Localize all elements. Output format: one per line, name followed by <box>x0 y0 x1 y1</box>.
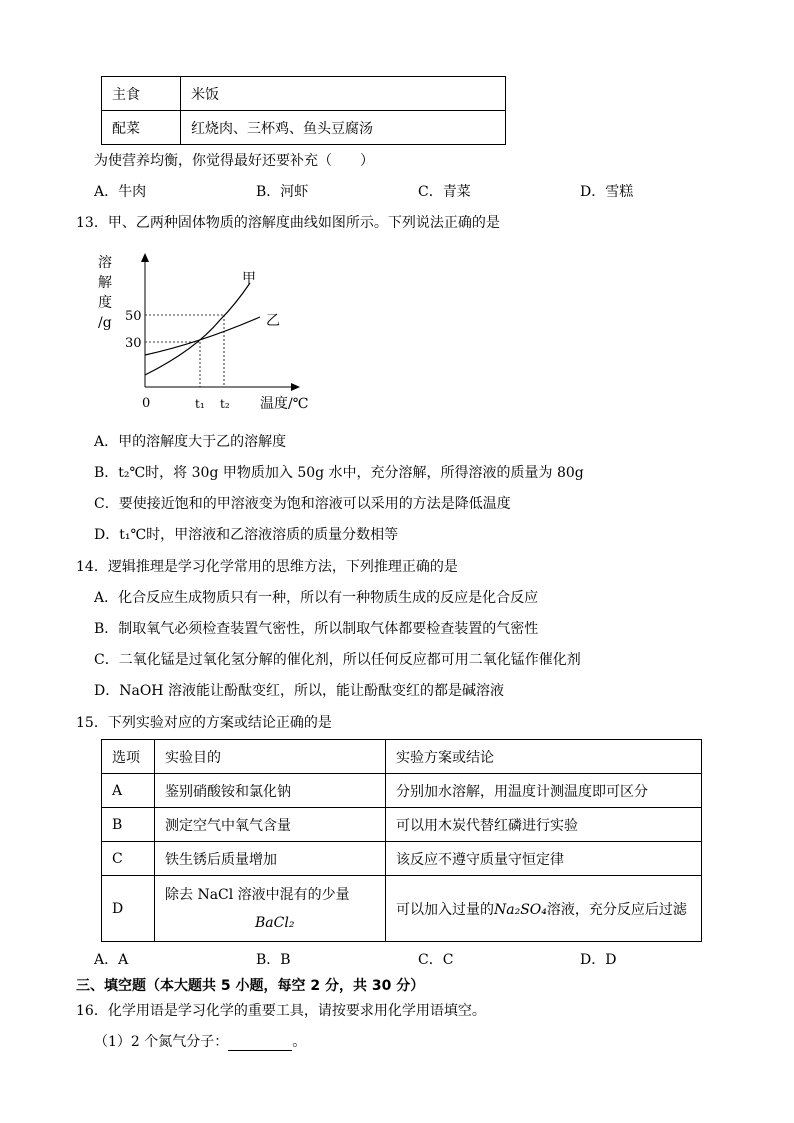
q15-option-c[interactable]: C．C <box>418 952 454 968</box>
q16-sub1-prompt: （1）2 个氮气分子： <box>94 1034 229 1050</box>
q13-option-a[interactable]: A．甲的溶解度大于乙的溶解度 <box>94 434 287 450</box>
q14-option-a[interactable]: A．化合反应生成物质只有一种，所以有一种物质生成的反应是化合反应 <box>94 590 539 606</box>
y-label-char-2: 解 <box>98 275 112 291</box>
q12-option-b[interactable]: B．河虾 <box>256 184 309 200</box>
menu-value-staple: 米饭 <box>181 77 506 111</box>
y-axis-arrow <box>141 253 149 262</box>
q12-option-c[interactable]: C．青菜 <box>418 184 471 200</box>
row-b-plan: 可以用木炭代替红磷进行实验 <box>386 808 702 842</box>
row-b-goal: 测定空气中氧气含量 <box>155 808 386 842</box>
row-c-option: C <box>102 842 155 876</box>
row-a-goal: 鉴别硝酸铵和氯化钠 <box>155 774 386 808</box>
solubility-curve-graph <box>90 245 330 420</box>
y-label-char-1: 溶 <box>98 255 112 271</box>
menu-key-dishes: 配菜 <box>102 111 181 145</box>
row-d-plan-pre: 可以加入过量的 <box>396 901 494 918</box>
q12-option-a[interactable]: A．牛肉 <box>94 184 147 200</box>
q16-sub1 <box>94 1033 306 1051</box>
q16-stem: 16．化学用语是学习化学的重要工具，请按要求用化学用语填空。 <box>76 1003 486 1019</box>
origin-label: 0 <box>142 396 151 411</box>
q14-stem: 14．逻辑推理是学习化学常用的思维方法，下列推理正确的是 <box>76 559 458 575</box>
q16-sub1-answer-blank[interactable] <box>228 1036 292 1051</box>
header-goal: 实验目的 <box>155 740 386 774</box>
row-d-plan-formula: Na₂SO₄ <box>494 901 547 918</box>
curve-yi <box>145 317 260 355</box>
y-tick-50: 50 <box>125 309 142 324</box>
x-tick-t1: t₁ <box>195 397 205 411</box>
menu-key-staple: 主食 <box>102 77 181 111</box>
q13-option-c[interactable]: C．要使接近饱和的甲溶液变为饱和溶液可以采用的方法是降低温度 <box>94 496 511 512</box>
row-d-goal-line2: BaCl₂ <box>255 914 295 931</box>
row-d-goal-line1: 除去 NaCl 溶液中混有的少量 <box>165 886 350 903</box>
y-label-char-4: /g <box>98 315 112 331</box>
x-tick-t2: t₂ <box>220 397 230 411</box>
row-d-plan <box>386 876 702 942</box>
menu-value-dishes: 红烧肉、三杯鸡、鱼头豆腐汤 <box>181 111 506 145</box>
curve-label-yi: 乙 <box>266 313 280 329</box>
q16-sub1-end: 。 <box>292 1034 307 1050</box>
experiment-table <box>101 739 702 942</box>
x-axis-arrow <box>291 383 300 391</box>
menu-table <box>101 76 506 145</box>
q13-stem: 13．甲、乙两种固体物质的溶解度曲线如图所示。下列说法正确的是 <box>76 215 500 231</box>
header-plan: 实验方案或结论 <box>386 740 702 774</box>
section-3-title: 三、填空题（本大题共 5 小题，每空 2 分，共 30 分） <box>76 978 425 994</box>
q13-option-b[interactable]: B．t₂℃时，将 30g 甲物质加入 50g 水中，充分溶解，所得溶液的质量为 80g <box>94 465 584 481</box>
row-a-plan: 分别加水溶解，用温度计测温度即可区分 <box>386 774 702 808</box>
q14-option-b[interactable]: B．制取氧气必须检查装置气密性，所以制取气体都要检查装置的气密性 <box>94 621 539 637</box>
q12-prompt: 为使营养均衡，你觉得最好还要补充（ ） <box>94 153 374 169</box>
row-d-option: D <box>102 876 155 942</box>
y-tick-30: 30 <box>125 336 142 351</box>
curve-jia <box>145 283 250 375</box>
q13-option-d[interactable]: D．t₁℃时，甲溶液和乙溶液溶质的质量分数相等 <box>94 527 399 543</box>
row-b-option: B <box>102 808 155 842</box>
q14-option-d[interactable]: D．NaOH 溶液能让酚酞变红，所以，能让酚酞变红的都是碱溶液 <box>94 683 504 699</box>
row-d-goal <box>155 876 386 942</box>
x-axis-label: 温度/℃ <box>260 396 309 412</box>
row-c-plan: 该反应不遵守质量守恒定律 <box>386 842 702 876</box>
y-label-char-3: 度 <box>98 295 112 311</box>
row-a-option: A <box>102 774 155 808</box>
q15-option-b[interactable]: B．B <box>256 952 291 968</box>
q14-option-c[interactable]: C．二氧化锰是过氧化氢分解的催化剂，所以任何反应都可用二氧化锰作催化剂 <box>94 652 581 668</box>
curve-label-jia: 甲 <box>242 271 256 287</box>
q12-option-d[interactable]: D．雪糕 <box>580 184 634 200</box>
row-c-goal: 铁生锈后质量增加 <box>155 842 386 876</box>
header-option: 选项 <box>102 740 155 774</box>
q15-stem: 15．下列实验对应的方案或结论正确的是 <box>76 715 332 731</box>
row-d-plan-post: 溶液，充分反应后过滤 <box>546 901 687 918</box>
q15-option-d[interactable]: D．D <box>580 952 617 968</box>
q15-option-a[interactable]: A．A <box>94 952 129 968</box>
